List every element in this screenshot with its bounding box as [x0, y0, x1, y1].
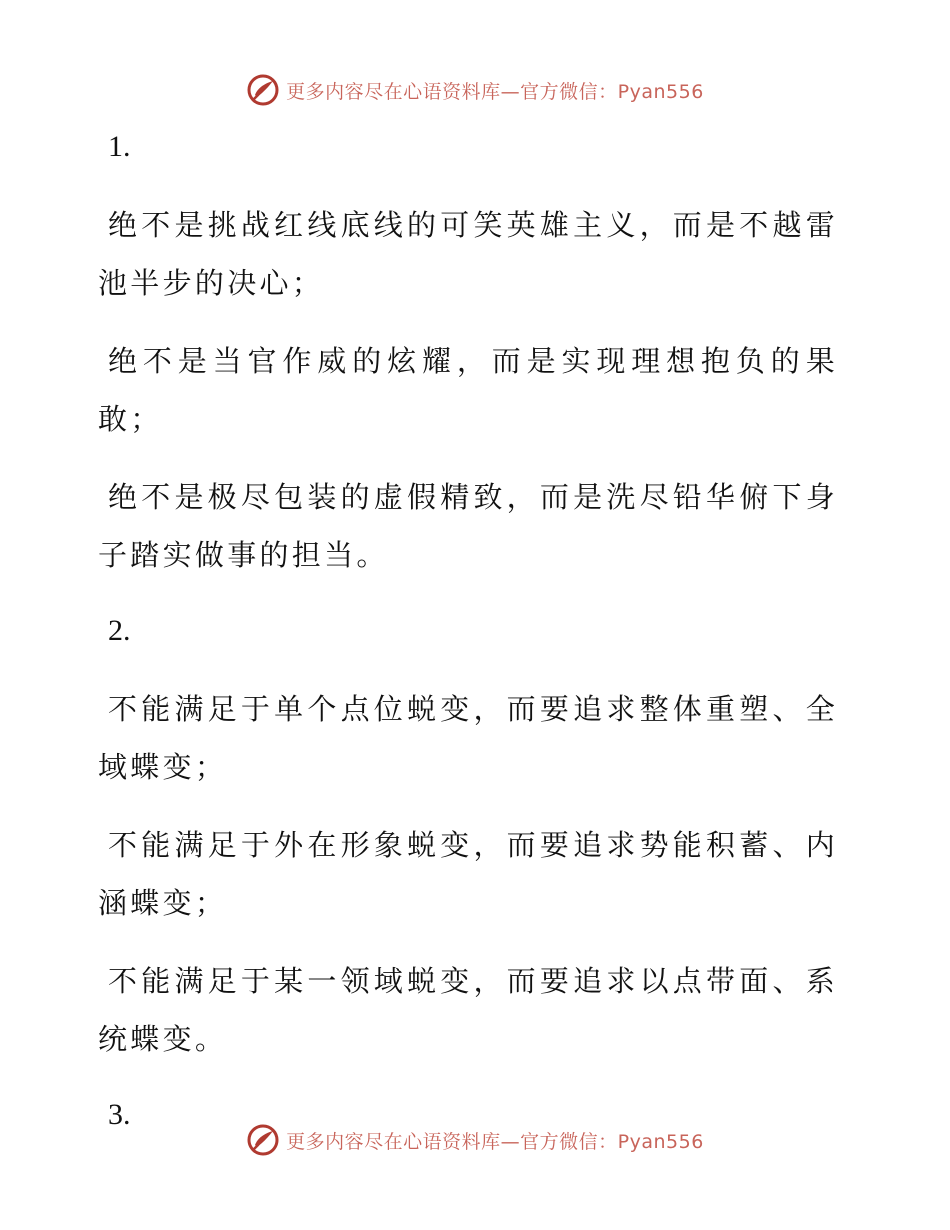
paragraph: 不能满足于外在形象蜕变，而要追求势能积蓄、内涵蝶变；	[98, 828, 838, 920]
paragraph: 不能满足于某一领域蜕变，而要追求以点带面、系统蝶变。	[98, 964, 838, 1056]
section-number: 1.	[108, 130, 131, 163]
pen-logo-icon	[246, 1123, 280, 1157]
pen-logo-icon	[246, 73, 280, 107]
section-number: 3.	[108, 1098, 131, 1131]
banner-text: 更多内容尽在心语资料库—官方微信：Pyan556	[286, 1130, 704, 1153]
paragraph: 绝不是挑战红线底线的可笑英雄主义，而是不越雷池半步的决心；	[98, 208, 838, 300]
footer-banner	[0, 1120, 950, 1160]
section-number: 2.	[108, 614, 131, 647]
document-body	[98, 120, 838, 1142]
paragraph: 不能满足于单个点位蜕变，而要追求整体重塑、全域蝶变；	[98, 692, 838, 784]
paragraph: 绝不是极尽包装的虚假精致，而是洗尽铅华俯下身子踏实做事的担当。	[98, 480, 838, 572]
banner-text: 更多内容尽在心语资料库—官方微信：Pyan556	[286, 80, 704, 103]
header-banner	[0, 70, 950, 110]
paragraph: 绝不是当官作威的炫耀，而是实现理想抱负的果敢；	[98, 344, 838, 436]
